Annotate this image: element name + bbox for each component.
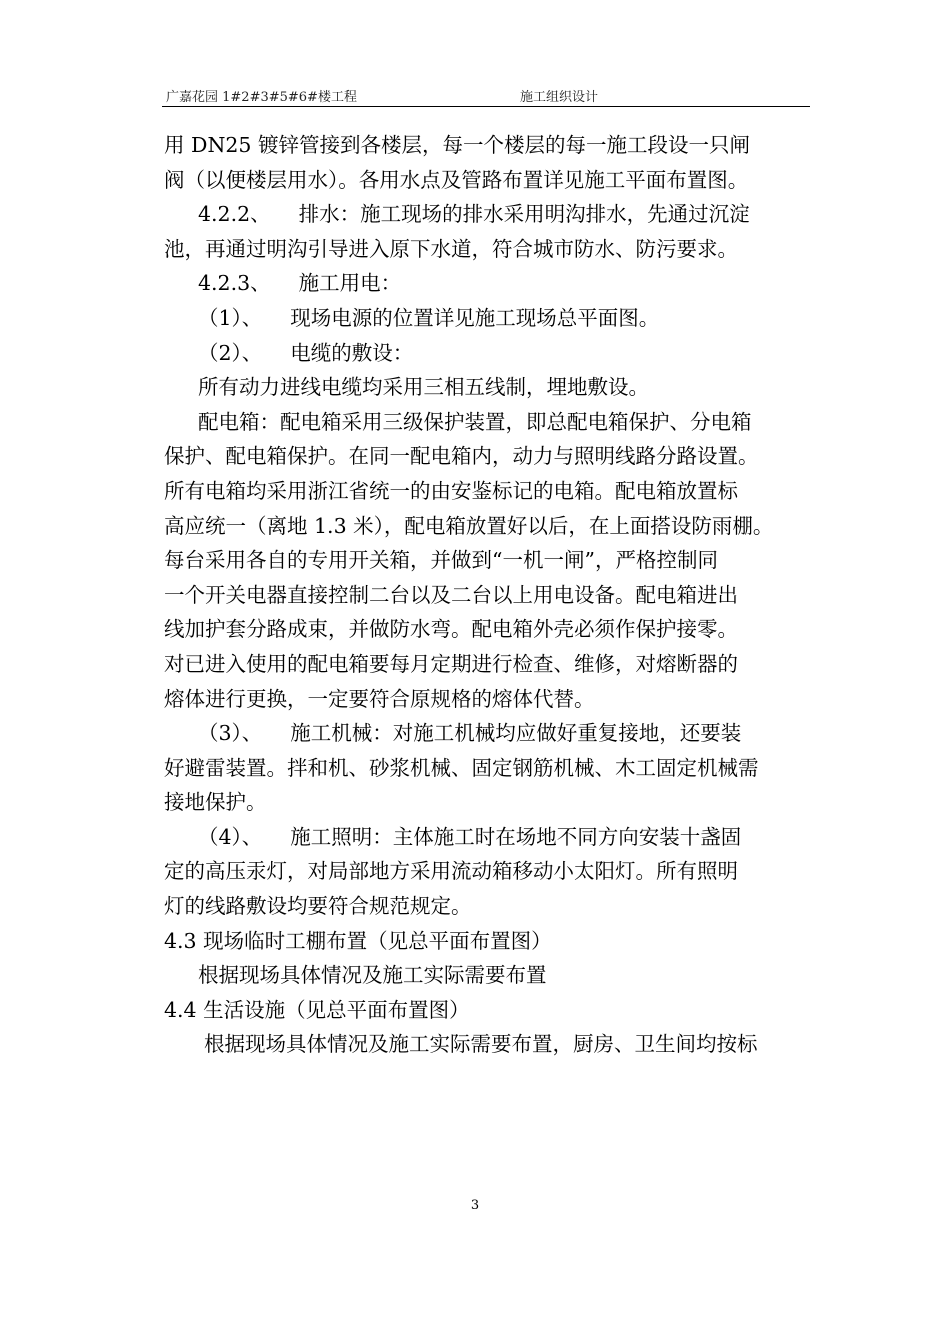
page-number: 3 bbox=[470, 1198, 480, 1213]
line-text: 排水：施工现场的排水采用明沟排水，先通过沉淀 bbox=[298, 202, 750, 227]
line-text: 根据现场具体情况及施工实际需要布置 bbox=[198, 963, 547, 988]
line-text: 接地保护。 bbox=[164, 790, 267, 815]
line-text: 现场电源的位置详见施工现场总平面图。 bbox=[290, 305, 660, 330]
text-line bbox=[164, 924, 814, 959]
section-number: 4.2.2、 bbox=[198, 202, 271, 227]
text-line bbox=[164, 439, 814, 474]
line-text: 电缆的敷设： bbox=[290, 340, 414, 365]
line-text: 池，再通过明沟引导进入原下水道，符合城市防水、防污要求。 bbox=[164, 236, 738, 261]
text-line bbox=[164, 889, 814, 924]
line-text: 根据现场具体情况及施工实际需要布置，厨房、卫生间均按标 bbox=[204, 1032, 758, 1057]
text-line bbox=[164, 854, 814, 889]
text-line bbox=[164, 958, 814, 993]
line-text: 所有电箱均采用浙江省统一的由安鉴标记的电箱。配电箱放置标 bbox=[164, 478, 738, 503]
line-text: 用 DN25 镀锌管接到各楼层，每一个楼层的每一施工段设一只闸 bbox=[164, 133, 750, 157]
section-number: （2）、 bbox=[198, 340, 263, 365]
section-number: （4）、 bbox=[198, 824, 263, 849]
line-text: 线加护套分路成束，并做防水弯。配电箱外壳必须作保护接零。 bbox=[164, 617, 738, 642]
text-line bbox=[164, 716, 814, 751]
header-document-title: 施工组织设计 bbox=[520, 90, 599, 105]
line-text: 每台采用各自的专用开关箱，并做到“一机一闸”，严格控制同 bbox=[164, 548, 718, 573]
text-line bbox=[164, 405, 814, 440]
body-text bbox=[164, 128, 814, 1062]
text-line bbox=[164, 474, 814, 509]
text-line bbox=[164, 1027, 814, 1062]
header-project-title: 广嘉花园 1#2#3#5#6#楼工程 bbox=[166, 90, 357, 105]
text-line bbox=[164, 163, 814, 198]
text-line bbox=[164, 578, 814, 613]
line-text: 所有动力进线电缆均采用三相五线制，埋地敷设。 bbox=[198, 375, 649, 400]
text-line bbox=[164, 682, 814, 717]
line-text: 4.3 现场临时工棚布置（见总平面布置图） bbox=[164, 928, 552, 953]
text-line bbox=[164, 993, 814, 1028]
text-line bbox=[164, 266, 814, 301]
line-text: 阀（以便楼层用水）。各用水点及管路布置详见施工平面布置图。 bbox=[164, 167, 749, 192]
text-line bbox=[164, 509, 814, 544]
text-line bbox=[164, 128, 814, 163]
line-text: 好避雷装置。拌和机、砂浆机械、固定钢筋机械、木工固定机械需 bbox=[164, 755, 759, 780]
text-line bbox=[164, 197, 814, 232]
text-line bbox=[164, 820, 814, 855]
line-text: 对已进入使用的配电箱要每月定期进行检查、维修，对熔断器的 bbox=[164, 651, 738, 676]
text-line bbox=[164, 543, 814, 578]
line-text: 施工照明：主体施工时在场地不同方向安装十盏固 bbox=[290, 824, 742, 849]
text-line bbox=[164, 336, 814, 371]
section-number: （1）、 bbox=[198, 305, 263, 330]
line-text: 高应统一（离地 1.3 米），配电箱放置好以后，在上面搭设防雨棚。 bbox=[164, 513, 774, 538]
line-text: 熔体进行更换，一定要符合原规格的熔体代替。 bbox=[164, 686, 595, 711]
line-text: 施工用电： bbox=[298, 271, 402, 296]
text-line bbox=[164, 751, 814, 786]
text-line bbox=[164, 612, 814, 647]
section-number: （3）、 bbox=[198, 721, 263, 746]
section-number: 4.2.3、 bbox=[198, 271, 271, 296]
text-line bbox=[164, 785, 814, 820]
line-text: 灯的线路敷设均要符合规范规定。 bbox=[164, 894, 472, 919]
page-header bbox=[162, 84, 810, 107]
line-text: 定的高压汞灯，对局部地方采用流动箱移动小太阳灯。所有照明 bbox=[164, 859, 738, 884]
text-line bbox=[164, 301, 814, 336]
line-text: 施工机械：对施工机械均应做好重复接地，还要装 bbox=[290, 721, 742, 746]
text-line bbox=[164, 370, 814, 405]
line-text: 4.4 生活设施（见总平面布置图） bbox=[164, 997, 470, 1022]
text-line bbox=[164, 647, 814, 682]
text-line bbox=[164, 232, 814, 267]
line-text: 保护、配电箱保护。在同一配电箱内，动力与照明线路分路设置。 bbox=[164, 444, 759, 469]
line-text: 一个开关电器直接控制二台以及二台以上用电设备。配电箱进出 bbox=[164, 582, 738, 607]
line-text: 配电箱：配电箱采用三级保护装置，即总配电箱保护、分电箱 bbox=[198, 409, 752, 434]
